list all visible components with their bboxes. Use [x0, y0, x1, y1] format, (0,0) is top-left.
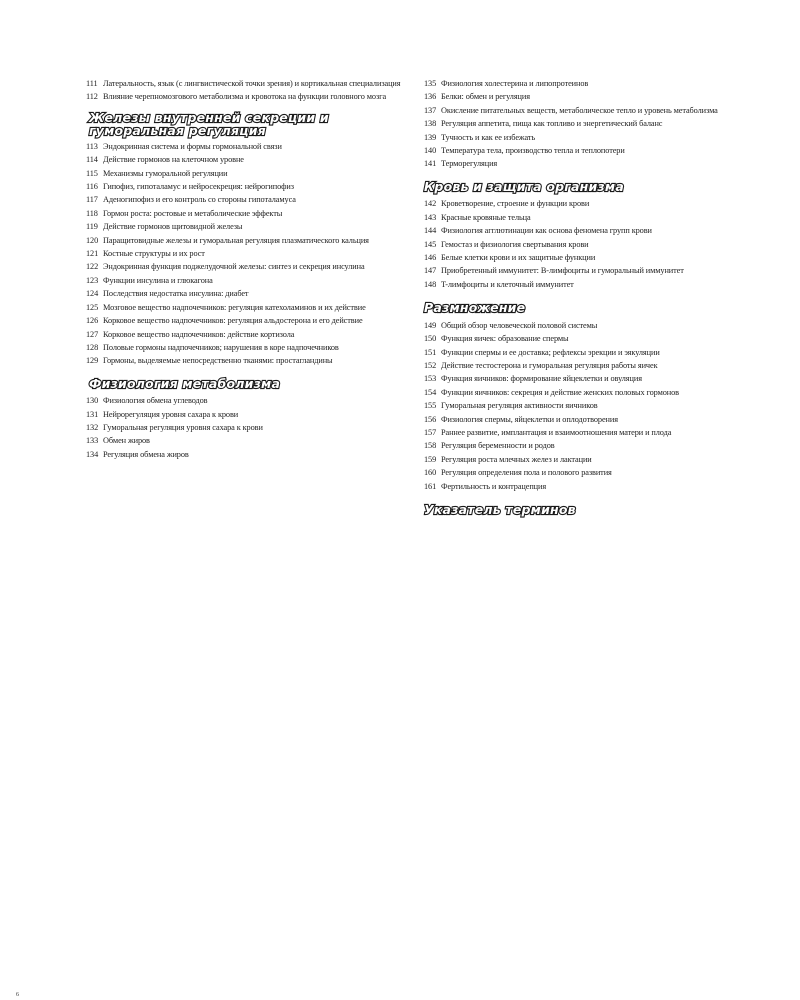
entry-title: Гуморальная регуляция активности яичников [441, 401, 598, 411]
entry-title: Аденогипофиз и его контроль со стороны гипоталамуса [103, 195, 296, 205]
entry-number: 148 [424, 279, 437, 289]
toc-entry[interactable] [424, 131, 744, 144]
entry-number: 149 [424, 320, 437, 330]
entry-number: 123 [86, 275, 99, 285]
entry-number: 151 [424, 347, 437, 357]
toc-entry[interactable] [86, 77, 404, 90]
entry-number: 142 [424, 199, 437, 209]
section-heading-reproduction: Размножение [424, 300, 526, 316]
toc-entry[interactable] [86, 274, 404, 287]
entry-title: Окисление питательных веществ, метаболическое тепло и уровень метаболизма [441, 105, 718, 115]
entry-number: 114 [86, 155, 98, 165]
entry-number: 118 [86, 208, 98, 218]
entry-number: 145 [424, 239, 437, 249]
toc-entry[interactable] [86, 394, 404, 407]
entry-number: 141 [424, 159, 437, 169]
entry-number: 120 [86, 235, 99, 245]
section-heading-metabolism: Физиология метаболизма [89, 375, 281, 391]
entry-number: 128 [86, 342, 99, 352]
entry-title: Температура тела, производство тепла и теплопотери [441, 146, 625, 156]
toc-entry[interactable] [424, 104, 744, 117]
entry-number: 111 [86, 79, 98, 88]
entry-number: 136 [424, 92, 437, 102]
entry-title: Раннее развитие, имплантация и взаимоотношения матери и плода [441, 427, 672, 437]
toc-entry[interactable] [86, 448, 404, 461]
toc-entry[interactable] [424, 197, 744, 210]
entry-number: 115 [86, 168, 98, 178]
page-number: 6 [16, 992, 19, 998]
blood-entries [424, 197, 744, 291]
entry-title: Половые гормоны надпочечников; нарушения в коре надпочечников [103, 342, 339, 352]
toc-entry[interactable] [424, 264, 744, 277]
entry-number: 121 [86, 249, 99, 259]
toc-entry[interactable] [424, 332, 744, 345]
entry-number: 122 [86, 262, 99, 272]
section-heading-index: Указатель терминов [424, 501, 576, 517]
toc-entry[interactable] [86, 421, 404, 434]
toc-entry[interactable] [86, 180, 404, 193]
section-heading-endocrine: Железы внутренней секреции и гуморальная регуляция [89, 109, 329, 138]
toc-entry[interactable] [424, 224, 744, 237]
entry-title: Действие тестостерона и гуморальная регуляция работы яичек [441, 360, 658, 370]
entry-title: Корковое вещество надпочечников: действие кортизола [103, 329, 295, 339]
entry-number: 161 [424, 481, 437, 491]
entry-title: Терморегуляция [441, 159, 498, 169]
toc-entry[interactable] [86, 287, 404, 300]
entry-title: Нейрорегуляция уровня сахара к крови [103, 409, 239, 419]
entry-number: 134 [86, 449, 99, 459]
toc-entry[interactable] [86, 153, 404, 166]
toc-entry[interactable] [86, 90, 404, 103]
entry-number: 138 [424, 119, 437, 129]
toc-entry[interactable] [86, 260, 404, 273]
entry-number: 124 [86, 289, 99, 299]
entry-title: Мозговое вещество надпочечников: регуляция катехоламинов и их действие [103, 302, 366, 312]
entry-number: 113 [86, 141, 98, 151]
entry-title: Физиология обмена углеводов [103, 396, 208, 406]
toc-entry[interactable] [424, 399, 744, 412]
entry-title: T-лимфоциты и клеточный иммунитет [441, 279, 574, 289]
toc-entry[interactable] [86, 408, 404, 421]
entry-number: 130 [86, 396, 99, 406]
entry-title: Регуляция обмена жиров [103, 449, 189, 459]
entry-number: 137 [424, 105, 437, 115]
entry-number: 116 [86, 182, 98, 192]
entry-title: Регуляция аппетита, пища как топливо и энергетический баланс [441, 119, 663, 129]
toc-entry[interactable] [424, 426, 744, 439]
entry-title: Действие гормонов щитовидной железы [103, 222, 243, 232]
toc-entry[interactable] [86, 434, 404, 447]
entry-number: 155 [424, 401, 437, 411]
toc-entry[interactable] [86, 193, 404, 206]
entry-number: 112 [86, 92, 98, 102]
toc-entry[interactable] [424, 372, 744, 385]
toc-entry[interactable] [86, 220, 404, 233]
entry-title: Тучность и как ее избежать [441, 132, 536, 142]
toc-entry[interactable] [424, 278, 744, 291]
entry-title: Латеральность, язык (с лингвистической точки зрения) и кортикальная специализация [103, 79, 401, 88]
entry-title: Влияние черепномозгового метаболизма и кровотока на функции головного мозга [103, 92, 387, 102]
entry-number: 127 [86, 329, 99, 339]
entry-number: 157 [424, 427, 437, 437]
toc-entry[interactable] [424, 439, 744, 452]
entry-title: Функции яичников: секреция и действие женских половых гормонов [441, 387, 679, 397]
entry-title: Гормон роста: ростовые и метаболические эффекты [103, 208, 283, 218]
endocrine-entries [86, 140, 404, 368]
entry-title: Эндокринная система и формы гормональной связи [103, 141, 282, 151]
entry-number: 117 [86, 195, 98, 205]
toc-entry[interactable] [424, 359, 744, 372]
entry-number: 131 [86, 409, 99, 419]
entry-number: 140 [424, 146, 437, 156]
toc-entry[interactable] [424, 346, 744, 359]
intro-entries-left [86, 77, 404, 104]
toc-entry[interactable] [424, 211, 744, 224]
entry-title: Белки: обмен и регуляция [441, 92, 530, 102]
entry-number: 119 [86, 222, 98, 232]
entry-number: 153 [424, 374, 437, 384]
toc-entry[interactable] [86, 207, 404, 220]
entry-title: Функции спермы и ее доставка; рефлексы эрекции и эякуляции [441, 347, 660, 357]
entry-number: 159 [424, 454, 437, 464]
entry-title: Последствия недостатка инсулина: диабет [103, 289, 249, 299]
toc-entry[interactable] [86, 341, 404, 354]
toc-entry[interactable] [424, 480, 744, 493]
entry-number: 146 [424, 252, 437, 262]
toc-entry[interactable] [424, 238, 744, 251]
entry-number: 126 [86, 316, 99, 326]
entry-number: 144 [424, 226, 437, 236]
toc-entry[interactable] [86, 247, 404, 260]
entry-title: Механизмы гуморальной регуляции [103, 168, 228, 178]
entry-title: Паращитовидные железы и гуморальная регуляция плазматического кальция [103, 235, 369, 245]
toc-entry[interactable] [86, 301, 404, 314]
entry-title: Красные кровяные тельца [441, 212, 531, 222]
entry-number: 125 [86, 302, 99, 312]
toc-entry[interactable] [86, 140, 404, 153]
entry-number: 158 [424, 441, 437, 451]
entry-title: Функции инсулина и глюкагона [103, 275, 213, 285]
entry-title: Белые клетки крови и их защитные функции [441, 252, 596, 262]
entry-title: Корковое вещество надпочечников: регуляция альдостерона и его действие [103, 316, 363, 326]
entry-number: 129 [86, 356, 99, 366]
entry-title: Обмен жиров [103, 436, 150, 446]
entry-title: Общий обзор человеческой половой системы [441, 320, 598, 330]
toc-entry[interactable] [424, 251, 744, 264]
toc-entry[interactable] [86, 314, 404, 327]
entry-title: Физиология агглютинации как основа феномена групп крови [441, 226, 652, 236]
entry-title: Эндокринная функция поджелудочной железы: синтез и секреция инсулина [103, 262, 365, 272]
entry-number: 135 [424, 79, 437, 88]
toc-entry[interactable] [86, 167, 404, 180]
entry-title: Регуляция роста млечных желез и лактации [441, 454, 592, 464]
toc-entry[interactable] [424, 144, 744, 157]
toc-entry[interactable] [424, 386, 744, 399]
toc-entry[interactable] [424, 90, 744, 103]
toc-entry[interactable] [86, 234, 404, 247]
entry-title: Гормоны, выделяемые непосредственно тканями: простагландины [103, 356, 333, 366]
left-column [86, 77, 404, 461]
entry-number: 147 [424, 266, 437, 276]
toc-entry[interactable] [424, 466, 744, 479]
entry-number: 154 [424, 387, 437, 397]
toc-entry[interactable] [424, 319, 744, 332]
entry-number: 139 [424, 132, 437, 142]
entry-number: 132 [86, 423, 99, 433]
entry-number: 143 [424, 212, 437, 222]
toc-entry[interactable] [86, 328, 404, 341]
entry-number: 133 [86, 436, 99, 446]
entry-number: 156 [424, 414, 437, 424]
entry-title: Регуляция беременности и родов [441, 441, 555, 451]
toc-entry[interactable] [424, 413, 744, 426]
entry-title: Физиология спермы, яйцеклетки и оплодотворения [441, 414, 618, 424]
entry-title: Физиология холестерина и липопротеинов [441, 79, 589, 88]
entry-title: Гемостаз и физиология свертывания крови [441, 239, 589, 249]
entry-title: Фертильность и контрацепция [441, 481, 547, 491]
toc-entry[interactable] [424, 453, 744, 466]
reproduction-entries [424, 319, 744, 493]
right-column [424, 77, 744, 516]
toc-entry[interactable] [424, 117, 744, 130]
toc-entry[interactable] [86, 354, 404, 367]
entry-number: 160 [424, 468, 437, 478]
entry-number: 152 [424, 360, 437, 370]
intro-entries-right [424, 77, 744, 171]
entry-title: Гипофиз, гипоталамус и нейросекреция: нейрогипофиз [103, 182, 294, 192]
section-heading-blood: Кровь и защита организма [424, 178, 624, 194]
entry-title: Действие гормонов на клеточном уровне [103, 155, 244, 165]
metabolism-entries [86, 394, 404, 461]
entry-title: Функция яичников: формирование яйцеклетки и овуляция [441, 374, 642, 384]
entry-title: Приобретенный иммунитет: B-лимфоциты и гуморальный иммунитет [441, 266, 684, 276]
entry-title: Функция яичек: образование спермы [441, 334, 569, 344]
entry-title: Кроветворение, строение и функции крови [441, 199, 590, 209]
entry-number: 150 [424, 334, 437, 344]
entry-title: Регуляция определения пола и полового развития [441, 468, 612, 478]
entry-title: Гуморальная регуляция уровня сахара к крови [103, 423, 263, 433]
toc-entry[interactable] [424, 77, 744, 90]
toc-entry[interactable] [424, 157, 744, 170]
entry-title: Костные структуры и их рост [103, 249, 205, 259]
